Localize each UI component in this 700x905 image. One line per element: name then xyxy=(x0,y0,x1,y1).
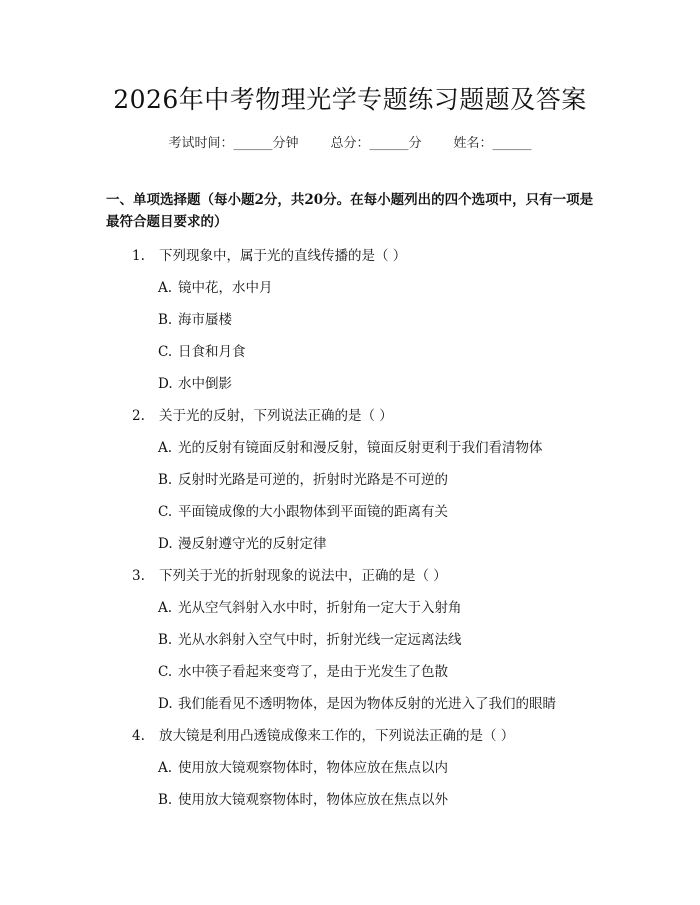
option-item xyxy=(158,372,232,392)
option-text: 使用放大镜观察物体时，物体应放在焦点以外 xyxy=(178,792,448,808)
option-item xyxy=(158,788,448,808)
question-item xyxy=(132,244,406,264)
option-text: 水中倒影 xyxy=(178,376,232,392)
question-item xyxy=(132,564,447,584)
option-letter: D. xyxy=(158,376,173,392)
page-title: 2026年中考物理光学专题练习题题及答案 xyxy=(113,85,587,114)
option-item xyxy=(158,756,448,776)
option-text: 海市蜃楼 xyxy=(178,312,232,328)
option-letter: B. xyxy=(158,632,173,648)
option-letter: B. xyxy=(158,792,173,808)
question-number: 3. xyxy=(132,568,145,584)
option-letter: D. xyxy=(158,536,173,552)
option-text: 光的反射有镜面反射和漫反射，镜面反射更利于我们看清物体 xyxy=(178,440,543,456)
option-letter: D. xyxy=(158,696,173,712)
option-item xyxy=(158,436,543,456)
question-item xyxy=(132,404,393,424)
question-number: 1. xyxy=(132,248,145,264)
option-text: 漫反射遵守光的反射定律 xyxy=(178,536,327,552)
section-heading: 一、单项选择题（每小题2分，共20分。在每小题列出的四个选项中，只有一项是最符合题目要求的） xyxy=(106,192,594,230)
option-letter: A. xyxy=(158,760,173,776)
option-item xyxy=(158,532,327,552)
exam-time-field: 考试时间：______分钟 xyxy=(168,136,299,151)
option-letter: A. xyxy=(158,440,173,456)
question-text: 下列关于光的折射现象的说法中，正确的是（ ） xyxy=(159,568,447,584)
option-letter: A. xyxy=(158,600,173,616)
option-item xyxy=(158,660,448,680)
option-letter: C. xyxy=(158,664,173,680)
option-item xyxy=(158,692,556,712)
exam-info-row xyxy=(0,132,700,151)
option-text: 光从水斜射入空气中时，折射光线一定远离法线 xyxy=(178,632,462,648)
option-text: 我们能看见不透明物体，是因为物体反射的光进入了我们的眼睛 xyxy=(178,696,556,712)
option-item xyxy=(158,468,448,488)
option-letter: B. xyxy=(158,312,173,328)
option-item xyxy=(158,500,448,520)
option-item xyxy=(158,628,462,648)
option-item xyxy=(158,340,246,360)
option-text: 日食和月食 xyxy=(178,344,246,360)
option-item xyxy=(158,308,232,328)
option-item xyxy=(158,596,462,616)
option-letter: C. xyxy=(158,504,173,520)
question-number: 2. xyxy=(132,408,145,424)
total-score-field: 总分：______分 xyxy=(330,136,422,151)
option-text: 光从空气斜射入水中时，折射角一定大于入射角 xyxy=(178,600,462,616)
question-number: 4. xyxy=(132,728,145,744)
option-text: 反射时光路是可逆的，折射时光路是不可逆的 xyxy=(178,472,448,488)
option-text: 使用放大镜观察物体时，物体应放在焦点以内 xyxy=(178,760,448,776)
option-letter: C. xyxy=(158,344,173,360)
question-item xyxy=(132,724,514,744)
option-text: 镜中花，水中月 xyxy=(178,280,273,296)
option-text: 平面镜成像的大小跟物体到平面镜的距离有关 xyxy=(178,504,448,520)
question-text: 关于光的反射，下列说法正确的是（ ） xyxy=(159,408,393,424)
student-name-field: 姓名：______ xyxy=(453,136,532,151)
option-text: 水中筷子看起来变弯了，是由于光发生了色散 xyxy=(178,664,448,680)
question-text: 下列现象中，属于光的直线传播的是（ ） xyxy=(159,248,407,264)
question-text: 放大镜是利用凸透镜成像来工作的，下列说法正确的是（ ） xyxy=(159,728,515,744)
option-letter: A. xyxy=(158,280,173,296)
option-item xyxy=(158,276,273,296)
option-letter: B. xyxy=(158,472,173,488)
